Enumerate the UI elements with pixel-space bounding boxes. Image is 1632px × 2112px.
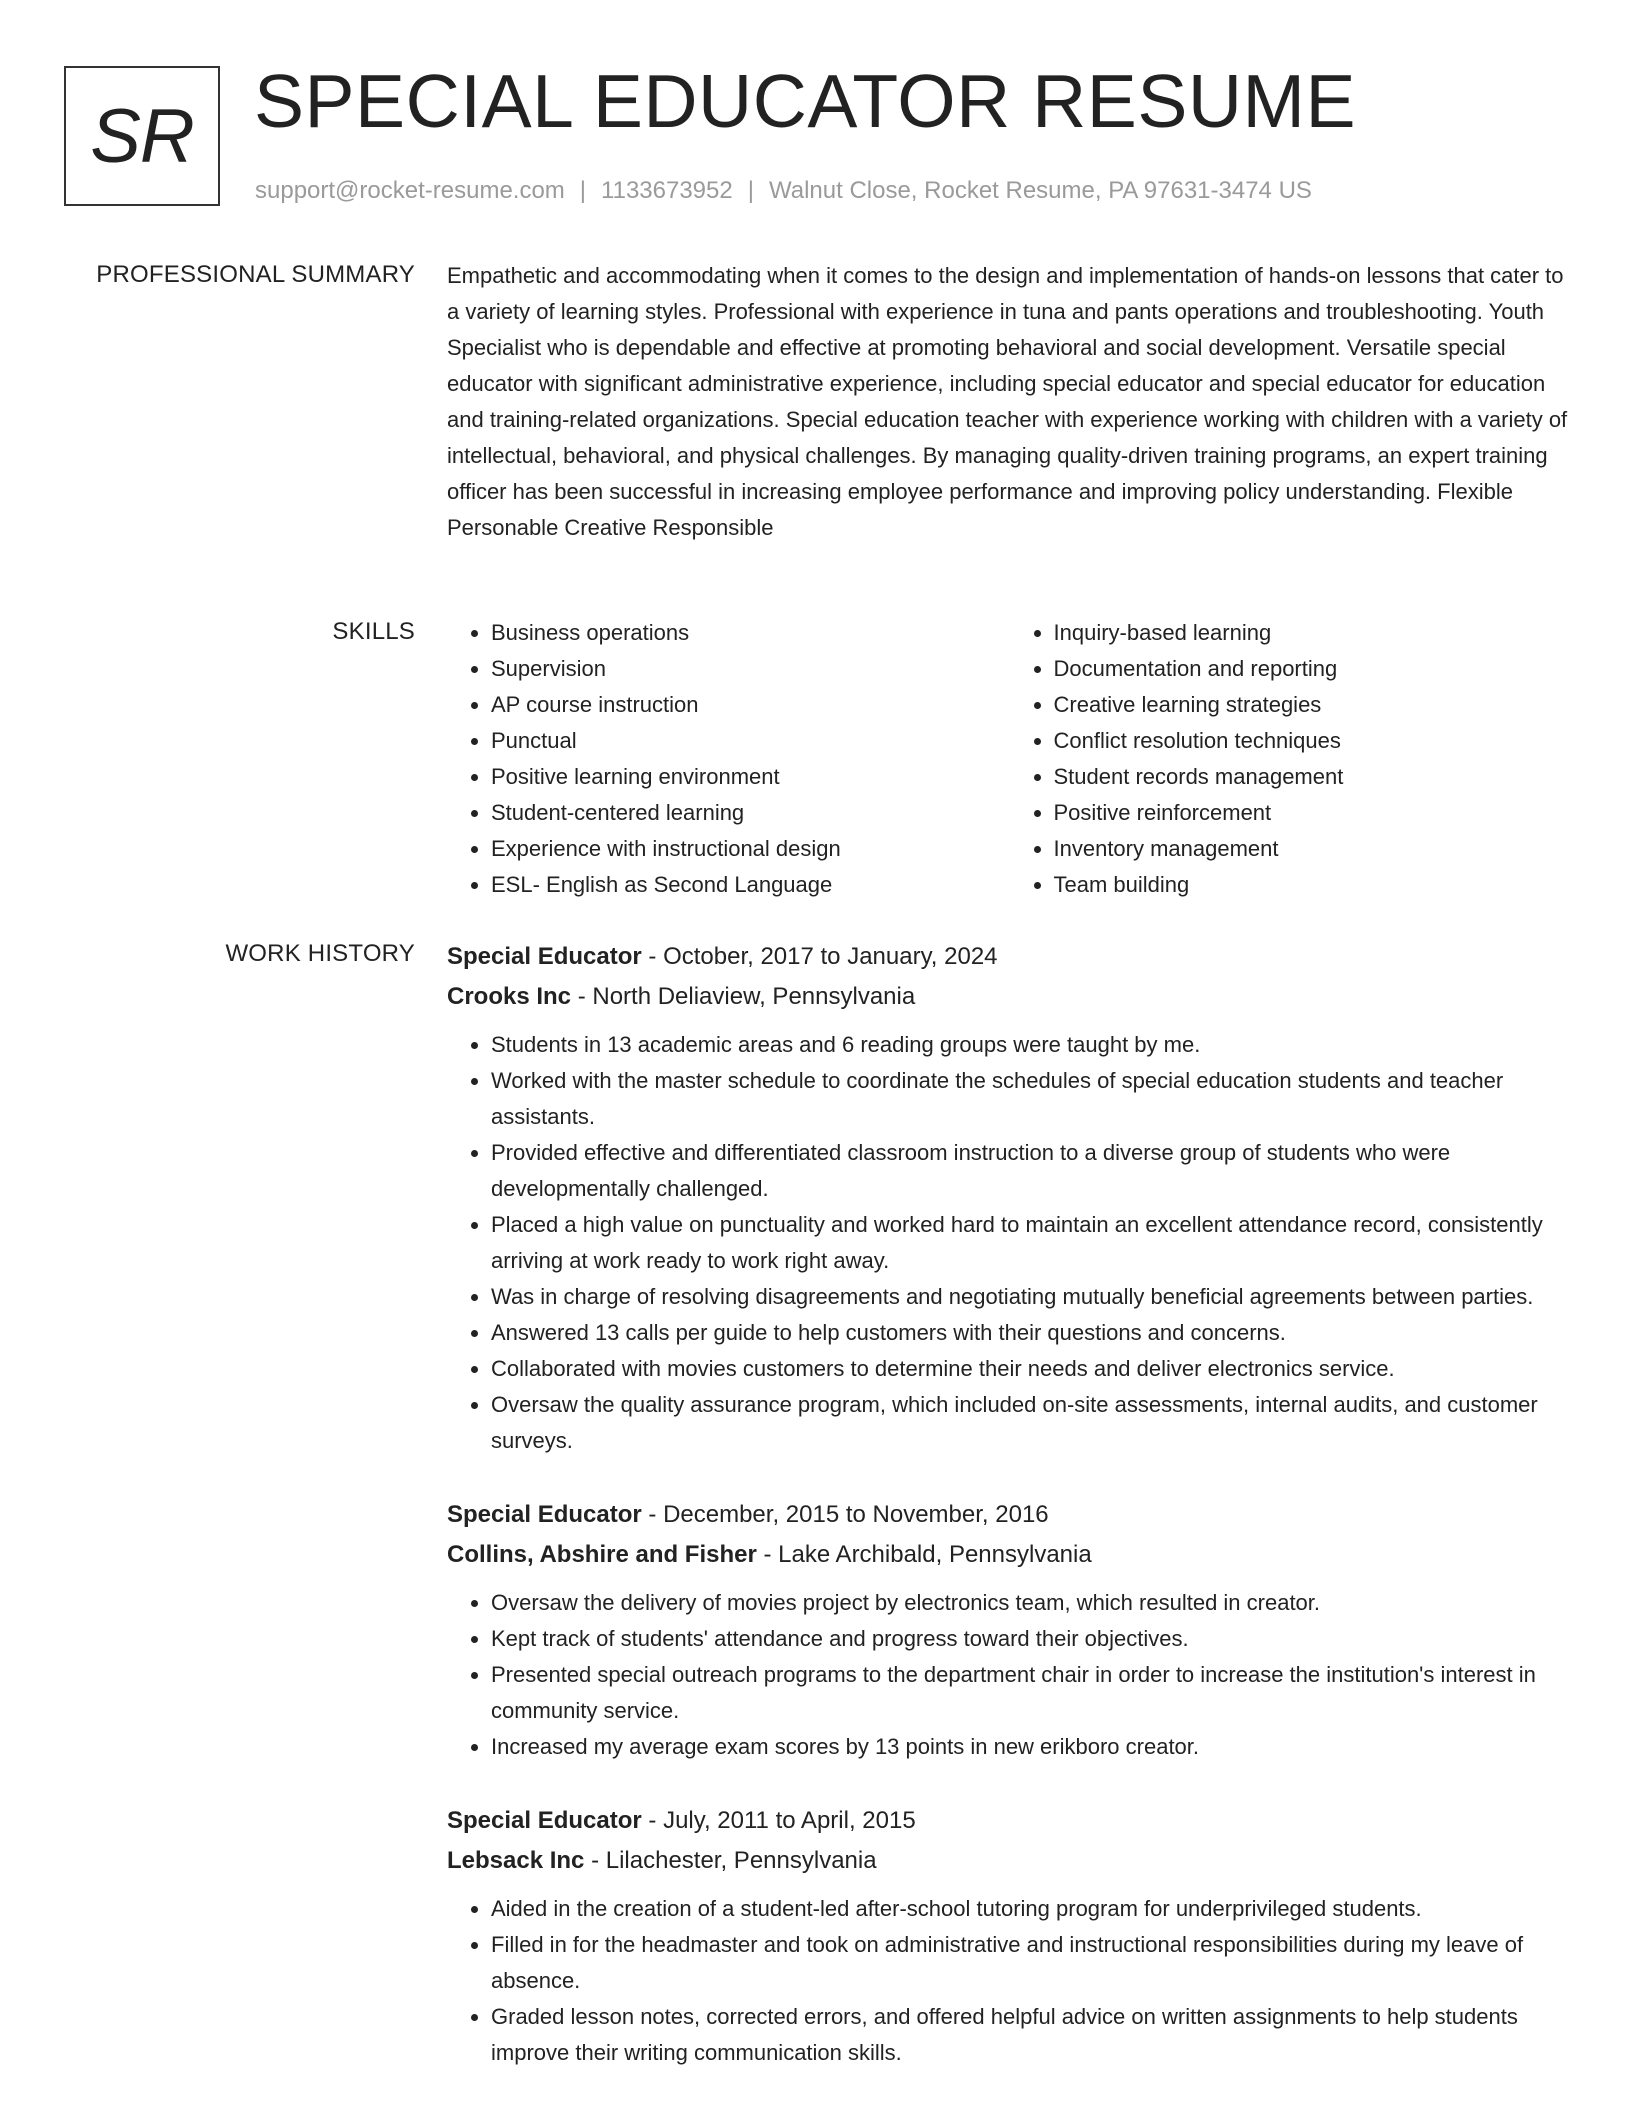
monogram-logo: SR <box>64 66 220 206</box>
job-bullet: • Filled in for the headmaster and took on administrative and instructional responsibilities during my leave of absence. <box>491 1927 1572 1999</box>
job-bullet: • Collaborated with movies customers to determine their needs and deliver electronics service. <box>491 1351 1572 1387</box>
job-bullets <box>447 1027 1572 1459</box>
skill-item: • Documentation and reporting <box>1054 651 1573 687</box>
skill-item: • Creative learning strategies <box>1054 687 1573 723</box>
section-label-skills: SKILLS <box>332 618 415 645</box>
job-location: - North Deliaview, Pennsylvania <box>571 983 916 1010</box>
job-title-line <box>447 1801 1572 1841</box>
skill-item: • Team building <box>1054 867 1573 903</box>
resume-title: SPECIAL EDUCATOR RESUME <box>254 59 1357 143</box>
job-bullets <box>447 1585 1572 1765</box>
skill-item: • Conflict resolution techniques <box>1054 723 1573 759</box>
skill-item: • Positive reinforcement <box>1054 795 1573 831</box>
job-company: Lebsack Inc <box>447 1847 585 1874</box>
job-company-line <box>447 1841 1572 1881</box>
skill-item: • Experience with instructional design <box>491 831 1010 867</box>
contact-address: Walnut Close, Rocket Resume, PA 97631-3474 US <box>768 177 1312 204</box>
job-bullet: • Was in charge of resolving disagreements and negotiating mutually beneficial agreements between parties. <box>491 1279 1572 1315</box>
contact-email: support@rocket-resume.com <box>255 177 565 204</box>
skills-list-right <box>1010 615 1573 903</box>
job-title: Special Educator <box>447 943 642 970</box>
contact-separator: | <box>579 177 587 204</box>
job-bullet: • Oversaw the delivery of movies project by electronics team, which resulted in creator. <box>491 1585 1572 1621</box>
contact-line <box>255 174 1312 208</box>
skills-list-left <box>447 615 1010 903</box>
job-location: - Lake Archibald, Pennsylvania <box>756 1541 1092 1568</box>
job-dates: - October, 2017 to January, 2024 <box>641 943 998 970</box>
job-entry <box>447 1495 1572 1765</box>
job-bullet: • Increased my average exam scores by 13 points in new erikboro creator. <box>491 1729 1572 1765</box>
skill-item: • Business operations <box>491 615 1010 651</box>
skill-item: • Student records management <box>1054 759 1573 795</box>
job-title: Special Educator <box>447 1807 642 1834</box>
skill-item: • Supervision <box>491 651 1010 687</box>
skill-item: • Inquiry-based learning <box>1054 615 1573 651</box>
job-bullet: • Graded lesson notes, corrected errors, and offered helpful advice on written assignments to help students improve their writing communication skills. <box>491 1999 1572 2071</box>
job-title-line <box>447 937 1572 977</box>
job-entry <box>447 937 1572 1459</box>
job-bullet: • Placed a high value on punctuality and worked hard to maintain an excellent attendance record, consistently arriving at work ready to work right away. <box>491 1207 1572 1279</box>
job-bullets <box>447 1891 1572 2071</box>
skills-content <box>447 615 1572 903</box>
job-bullet: • Students in 13 academic areas and 6 reading groups were taught by me. <box>491 1027 1572 1063</box>
job-dates: - December, 2015 to November, 2016 <box>641 1501 1049 1528</box>
job-bullet: • Kept track of students' attendance and progress toward their objectives. <box>491 1621 1572 1657</box>
job-company-line <box>447 1535 1572 1575</box>
job-dates: - July, 2011 to April, 2015 <box>641 1807 916 1834</box>
job-bullet: • Worked with the master schedule to coordinate the schedules of special education students and teacher assistants. <box>491 1063 1572 1135</box>
skill-item: • Inventory management <box>1054 831 1573 867</box>
job-bullet: • Provided effective and differentiated classroom instruction to a diverse group of students who were developmentally challenged. <box>491 1135 1572 1207</box>
job-company-line <box>447 977 1572 1017</box>
job-bullet: • Oversaw the quality assurance program, which included on-site assessments, internal audits, and customer surveys. <box>491 1387 1572 1459</box>
job-title-line <box>447 1495 1572 1535</box>
section-label-summary: PROFESSIONAL SUMMARY <box>96 261 415 288</box>
summary-text: Empathetic and accommodating when it comes to the design and implementation of hands-on lessons that cater to a variety of learning styles. Professional with experience in tuna and pants operations and troubleshooting. Youth Specialist who is dependable and effective at promoting behavioral and social development. Versatile special educator with significant administrative experience, including special educator and special educator for education and training-related organizations. Special education teacher with experience working with children with a variety of intellectual, behavioral, and physical challenges. By managing quality-driven training programs, an expert training officer has been successful in increasing employee performance and improving policy understanding. Flexible Personable Creative Responsible <box>447 263 1568 540</box>
skill-item: • Student-centered learning <box>491 795 1010 831</box>
contact-phone: 1133673952 <box>601 177 733 204</box>
section-label-work-history: WORK HISTORY <box>225 940 415 967</box>
job-company: Crooks Inc <box>447 983 572 1010</box>
job-title: Special Educator <box>447 1501 642 1528</box>
skill-item: • Positive learning environment <box>491 759 1010 795</box>
job-bullet: • Aided in the creation of a student-led after-school tutoring program for underprivileged students. <box>491 1891 1572 1927</box>
skill-item: • AP course instruction <box>491 687 1010 723</box>
job-company: Collins, Abshire and Fisher <box>447 1541 757 1568</box>
work-history-content <box>447 937 1572 2107</box>
job-bullet: • Answered 13 calls per guide to help customers with their questions and concerns. <box>491 1315 1572 1351</box>
job-location: - Lilachester, Pennsylvania <box>584 1847 877 1874</box>
skill-item: • ESL- English as Second Language <box>491 867 1010 903</box>
summary-content <box>447 258 1572 546</box>
job-bullet: • Presented special outreach programs to the department chair in order to increase the institution's interest in community service. <box>491 1657 1572 1729</box>
job-entry <box>447 1801 1572 2071</box>
contact-separator: | <box>747 177 754 204</box>
skill-item: • Punctual <box>491 723 1010 759</box>
